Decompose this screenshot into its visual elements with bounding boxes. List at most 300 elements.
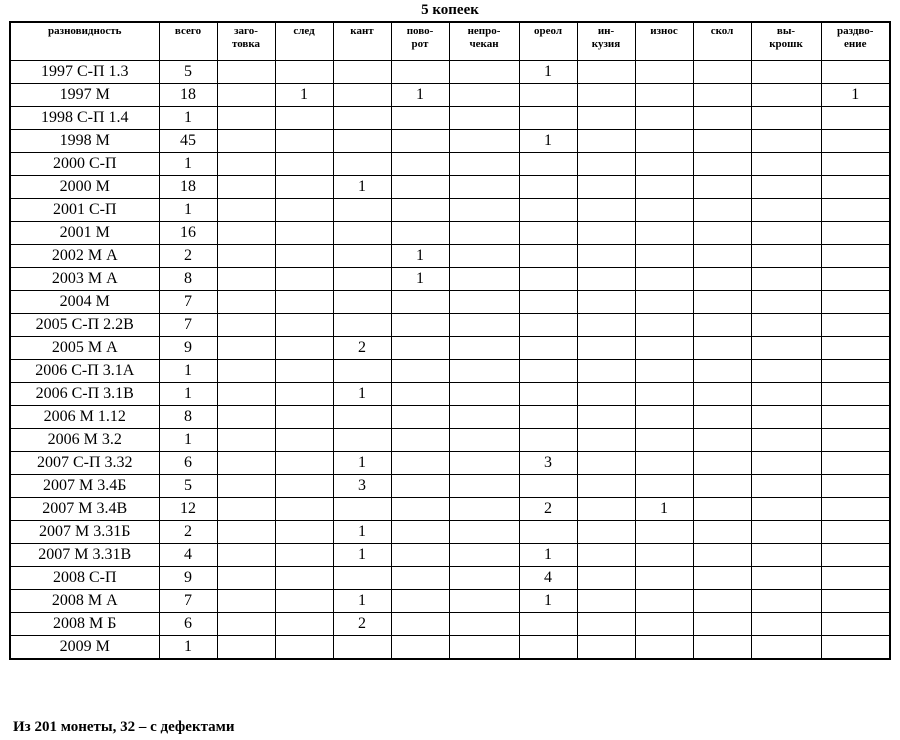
count-cell	[577, 84, 635, 107]
count-cell	[275, 61, 333, 84]
count-cell	[821, 452, 890, 475]
count-cell	[577, 406, 635, 429]
count-cell	[275, 130, 333, 153]
count-cell	[391, 314, 449, 337]
count-cell	[751, 567, 821, 590]
count-cell	[519, 84, 577, 107]
count-cell	[693, 245, 751, 268]
count-cell	[693, 291, 751, 314]
count-cell	[577, 153, 635, 176]
count-cell: 45	[159, 130, 217, 153]
count-cell: 1	[333, 452, 391, 475]
count-cell: 2	[159, 521, 217, 544]
count-cell	[751, 429, 821, 452]
count-cell: 18	[159, 176, 217, 199]
count-cell	[693, 590, 751, 613]
count-cell	[275, 199, 333, 222]
count-cell	[693, 176, 751, 199]
count-cell	[275, 452, 333, 475]
count-cell	[577, 245, 635, 268]
count-cell	[217, 61, 275, 84]
count-cell	[275, 406, 333, 429]
header-row	[10, 22, 890, 61]
count-cell	[333, 130, 391, 153]
count-cell	[821, 429, 890, 452]
count-cell	[519, 268, 577, 291]
count-cell	[217, 199, 275, 222]
variety-cell: 1997 С-П 1.3	[10, 61, 159, 84]
count-cell	[275, 291, 333, 314]
count-cell	[635, 199, 693, 222]
count-cell	[821, 314, 890, 337]
count-cell	[751, 245, 821, 268]
count-cell	[449, 613, 519, 636]
count-cell	[577, 429, 635, 452]
count-cell	[577, 590, 635, 613]
variety-cell: 2006 М 1.12	[10, 406, 159, 429]
count-cell	[519, 475, 577, 498]
count-cell: 1	[333, 544, 391, 567]
count-cell	[821, 590, 890, 613]
count-cell	[577, 222, 635, 245]
count-cell: 1	[333, 383, 391, 406]
count-cell	[391, 291, 449, 314]
count-cell	[821, 406, 890, 429]
count-cell: 1	[391, 84, 449, 107]
count-cell	[217, 613, 275, 636]
count-cell	[693, 360, 751, 383]
count-cell	[821, 130, 890, 153]
count-cell: 3	[519, 452, 577, 475]
count-cell	[275, 613, 333, 636]
count-cell	[391, 130, 449, 153]
count-cell	[275, 314, 333, 337]
variety-cell: 2007 С-П 3.32	[10, 452, 159, 475]
count-cell	[519, 291, 577, 314]
count-cell	[333, 291, 391, 314]
count-cell	[391, 337, 449, 360]
page-title: 5 копеек	[421, 2, 479, 18]
count-cell	[391, 222, 449, 245]
table-row	[10, 567, 890, 590]
count-cell: 1	[519, 61, 577, 84]
count-cell	[333, 360, 391, 383]
count-cell: 7	[159, 590, 217, 613]
table-row	[10, 360, 890, 383]
count-cell	[751, 61, 821, 84]
count-cell	[217, 567, 275, 590]
count-cell	[577, 176, 635, 199]
count-cell	[577, 61, 635, 84]
count-cell	[391, 199, 449, 222]
count-cell	[275, 636, 333, 660]
count-cell	[635, 176, 693, 199]
variety-cell: 2007 М 3.31В	[10, 544, 159, 567]
count-cell: 5	[159, 61, 217, 84]
count-cell	[449, 429, 519, 452]
count-cell	[751, 222, 821, 245]
variety-cell: 2007 М 3.31Б	[10, 521, 159, 544]
count-cell	[821, 544, 890, 567]
count-cell	[577, 199, 635, 222]
count-cell: 1	[333, 590, 391, 613]
count-cell	[635, 314, 693, 337]
count-cell	[217, 153, 275, 176]
count-cell	[821, 613, 890, 636]
count-cell	[693, 153, 751, 176]
count-cell	[519, 245, 577, 268]
count-cell	[333, 268, 391, 291]
variety-cell: 2001 С-П	[10, 199, 159, 222]
coin-defects-table	[9, 21, 891, 660]
count-cell	[391, 475, 449, 498]
count-cell: 7	[159, 314, 217, 337]
count-cell	[577, 567, 635, 590]
count-cell	[275, 245, 333, 268]
count-cell	[821, 498, 890, 521]
variety-cell: 2003 М А	[10, 268, 159, 291]
count-cell	[693, 452, 751, 475]
table-row	[10, 130, 890, 153]
count-cell	[577, 498, 635, 521]
count-cell	[217, 107, 275, 130]
count-cell	[577, 475, 635, 498]
column-header: износ	[635, 22, 693, 61]
variety-cell: 2005 М А	[10, 337, 159, 360]
count-cell	[217, 429, 275, 452]
count-cell: 9	[159, 567, 217, 590]
count-cell	[449, 452, 519, 475]
count-cell	[333, 153, 391, 176]
count-cell	[693, 636, 751, 660]
count-cell	[751, 521, 821, 544]
count-cell	[821, 360, 890, 383]
column-header: заго- товка	[217, 22, 275, 61]
count-cell	[275, 107, 333, 130]
count-cell	[449, 498, 519, 521]
count-cell	[275, 498, 333, 521]
count-cell	[519, 406, 577, 429]
count-cell	[751, 590, 821, 613]
count-cell	[217, 360, 275, 383]
count-cell	[217, 498, 275, 521]
count-cell: 8	[159, 406, 217, 429]
count-cell	[693, 61, 751, 84]
table-row	[10, 521, 890, 544]
count-cell	[635, 383, 693, 406]
count-cell	[821, 636, 890, 660]
count-cell	[519, 107, 577, 130]
count-cell	[693, 222, 751, 245]
count-cell	[333, 567, 391, 590]
count-cell	[821, 107, 890, 130]
count-cell	[275, 383, 333, 406]
count-cell: 1	[391, 268, 449, 291]
count-cell: 1	[391, 245, 449, 268]
count-cell	[635, 61, 693, 84]
count-cell	[275, 590, 333, 613]
count-cell	[449, 291, 519, 314]
count-cell	[391, 613, 449, 636]
count-cell	[693, 337, 751, 360]
count-cell	[275, 153, 333, 176]
count-cell	[635, 360, 693, 383]
count-cell	[751, 452, 821, 475]
variety-cell: 2008 М А	[10, 590, 159, 613]
count-cell	[751, 107, 821, 130]
count-cell	[449, 268, 519, 291]
count-cell	[635, 544, 693, 567]
count-cell: 6	[159, 452, 217, 475]
count-cell	[333, 429, 391, 452]
count-cell	[391, 176, 449, 199]
count-cell	[577, 337, 635, 360]
count-cell	[635, 107, 693, 130]
count-cell: 1	[159, 429, 217, 452]
count-cell	[751, 199, 821, 222]
count-cell	[519, 337, 577, 360]
count-cell	[449, 337, 519, 360]
variety-cell: 1997 М	[10, 84, 159, 107]
variety-cell: 2006 М 3.2	[10, 429, 159, 452]
count-cell	[693, 613, 751, 636]
count-cell: 1	[333, 176, 391, 199]
count-cell	[519, 613, 577, 636]
table-row	[10, 222, 890, 245]
count-cell	[449, 521, 519, 544]
count-cell	[751, 314, 821, 337]
count-cell	[449, 130, 519, 153]
count-cell: 2	[519, 498, 577, 521]
count-cell	[519, 383, 577, 406]
table-row	[10, 153, 890, 176]
count-cell	[821, 245, 890, 268]
count-cell	[333, 199, 391, 222]
count-cell: 1	[159, 636, 217, 660]
count-cell	[519, 199, 577, 222]
count-cell	[635, 222, 693, 245]
table-row	[10, 452, 890, 475]
count-cell: 4	[519, 567, 577, 590]
count-cell	[577, 613, 635, 636]
count-cell	[693, 406, 751, 429]
count-cell	[275, 521, 333, 544]
count-cell	[693, 544, 751, 567]
count-cell	[217, 291, 275, 314]
count-cell	[821, 61, 890, 84]
table-row	[10, 314, 890, 337]
count-cell	[391, 360, 449, 383]
count-cell	[821, 291, 890, 314]
count-cell	[333, 406, 391, 429]
count-cell	[275, 360, 333, 383]
count-cell	[333, 84, 391, 107]
count-cell	[391, 590, 449, 613]
count-cell	[275, 429, 333, 452]
count-cell	[751, 544, 821, 567]
count-cell	[391, 406, 449, 429]
count-cell	[821, 199, 890, 222]
variety-cell: 2000 С-П	[10, 153, 159, 176]
count-cell	[391, 567, 449, 590]
count-cell	[333, 314, 391, 337]
table-row	[10, 544, 890, 567]
count-cell	[217, 222, 275, 245]
count-cell	[449, 107, 519, 130]
count-cell	[449, 176, 519, 199]
count-cell	[449, 360, 519, 383]
count-cell: 9	[159, 337, 217, 360]
count-cell	[519, 521, 577, 544]
count-cell	[449, 222, 519, 245]
count-cell	[635, 153, 693, 176]
count-cell	[275, 567, 333, 590]
count-cell	[449, 406, 519, 429]
summary-note: Из 201 монеты, 32 – с дефектами	[13, 719, 235, 735]
count-cell	[693, 475, 751, 498]
count-cell	[391, 498, 449, 521]
count-cell	[391, 153, 449, 176]
count-cell: 1	[519, 130, 577, 153]
count-cell	[635, 84, 693, 107]
count-cell	[217, 337, 275, 360]
column-header: пово- рот	[391, 22, 449, 61]
variety-cell: 1998 М	[10, 130, 159, 153]
count-cell	[449, 199, 519, 222]
count-cell	[751, 153, 821, 176]
count-cell: 1	[519, 544, 577, 567]
count-cell: 2	[333, 337, 391, 360]
count-cell	[693, 383, 751, 406]
variety-cell: 2008 М Б	[10, 613, 159, 636]
variety-cell: 2000 М	[10, 176, 159, 199]
count-cell	[519, 314, 577, 337]
count-cell: 1	[821, 84, 890, 107]
count-cell	[577, 452, 635, 475]
count-cell	[519, 360, 577, 383]
count-cell	[635, 130, 693, 153]
count-cell	[751, 337, 821, 360]
table-row	[10, 636, 890, 660]
count-cell	[391, 107, 449, 130]
count-cell	[751, 84, 821, 107]
count-cell	[577, 130, 635, 153]
table-row	[10, 498, 890, 521]
count-cell	[821, 268, 890, 291]
variety-cell: 2006 С-П 3.1В	[10, 383, 159, 406]
column-header: ин- кузия	[577, 22, 635, 61]
table-row	[10, 475, 890, 498]
count-cell	[449, 153, 519, 176]
count-cell	[275, 268, 333, 291]
count-cell	[391, 383, 449, 406]
count-cell	[519, 222, 577, 245]
count-cell	[217, 176, 275, 199]
count-cell	[217, 452, 275, 475]
table-row	[10, 383, 890, 406]
count-cell	[751, 498, 821, 521]
count-cell	[519, 429, 577, 452]
count-cell	[751, 291, 821, 314]
count-cell	[391, 452, 449, 475]
count-cell: 3	[333, 475, 391, 498]
count-cell	[635, 613, 693, 636]
count-cell	[635, 521, 693, 544]
count-cell: 1	[519, 590, 577, 613]
count-cell	[751, 636, 821, 660]
variety-cell: 2004 М	[10, 291, 159, 314]
count-cell	[635, 406, 693, 429]
table-row	[10, 84, 890, 107]
count-cell: 1	[159, 153, 217, 176]
count-cell	[217, 636, 275, 660]
count-cell	[577, 360, 635, 383]
count-cell	[449, 314, 519, 337]
count-cell	[635, 452, 693, 475]
count-cell: 2	[333, 613, 391, 636]
count-cell	[751, 475, 821, 498]
count-cell	[449, 590, 519, 613]
count-cell	[577, 314, 635, 337]
count-cell	[693, 84, 751, 107]
count-cell	[577, 268, 635, 291]
table-row	[10, 406, 890, 429]
column-header: раздво- ение	[821, 22, 890, 61]
count-cell	[751, 613, 821, 636]
variety-cell: 1998 С-П 1.4	[10, 107, 159, 130]
count-cell	[635, 337, 693, 360]
variety-cell: 2006 С-П 3.1А	[10, 360, 159, 383]
count-cell	[391, 521, 449, 544]
table-row	[10, 291, 890, 314]
count-cell	[391, 61, 449, 84]
count-cell: 1	[635, 498, 693, 521]
count-cell	[635, 429, 693, 452]
table-row	[10, 107, 890, 130]
count-cell	[217, 245, 275, 268]
count-cell	[751, 176, 821, 199]
count-cell	[821, 153, 890, 176]
variety-cell: 2009 М	[10, 636, 159, 660]
count-cell	[449, 544, 519, 567]
column-header: скол	[693, 22, 751, 61]
count-cell	[693, 130, 751, 153]
count-cell: 18	[159, 84, 217, 107]
count-cell	[635, 268, 693, 291]
count-cell	[449, 84, 519, 107]
count-cell	[519, 153, 577, 176]
count-cell	[693, 498, 751, 521]
count-cell	[635, 590, 693, 613]
column-header: непро- чекан	[449, 22, 519, 61]
count-cell	[693, 314, 751, 337]
count-cell	[333, 245, 391, 268]
count-cell	[333, 222, 391, 245]
column-header: след	[275, 22, 333, 61]
count-cell	[391, 429, 449, 452]
count-cell	[635, 475, 693, 498]
count-cell: 8	[159, 268, 217, 291]
count-cell	[577, 107, 635, 130]
count-cell	[821, 222, 890, 245]
column-header: разновидность	[10, 22, 159, 61]
count-cell	[449, 636, 519, 660]
count-cell	[821, 337, 890, 360]
count-cell	[333, 498, 391, 521]
count-cell	[449, 61, 519, 84]
count-cell	[275, 176, 333, 199]
variety-cell: 2008 С-П	[10, 567, 159, 590]
